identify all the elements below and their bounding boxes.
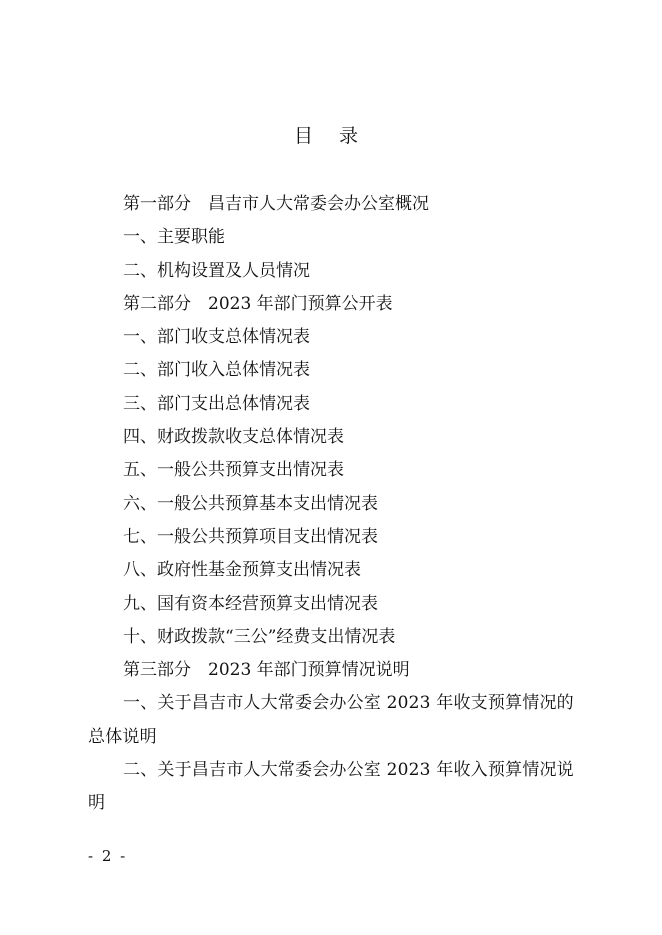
toc-entry: 一、部门收支总体情况表 xyxy=(123,327,310,348)
toc-entry-part-3: 第三部分 2023 年部门预算情况说明 xyxy=(123,660,410,681)
toc-entry: 二、机构设置及人员情况 xyxy=(123,260,310,281)
toc-entry-part-2: 第二部分 2023 年部门预算公开表 xyxy=(123,293,393,314)
toc-entry: 九、国有资本经营预算支出情况表 xyxy=(123,593,378,614)
toc-entry: 四、财政拨款收支总体情况表 xyxy=(123,427,344,448)
toc-entry: 七、一般公共预算项目支出情况表 xyxy=(123,526,378,547)
toc-entry: 六、一般公共预算基本支出情况表 xyxy=(123,493,378,514)
table-of-contents xyxy=(88,188,588,821)
toc-entry: 五、一般公共预算支出情况表 xyxy=(123,460,344,481)
toc-entry: 八、政府性基金预算支出情况表 xyxy=(123,560,361,581)
page-number: - 2 - xyxy=(88,847,128,865)
toc-entry: 二、部门收入总体情况表 xyxy=(123,360,310,381)
toc-entry: 一、关于昌吉市人大常委会办公室 2023 年收支预算情况的总体说明 xyxy=(88,693,574,747)
toc-entry-part-1: 第一部分 昌吉市人大常委会办公室概况 xyxy=(123,194,429,214)
toc-title: 目 录 xyxy=(293,125,369,147)
toc-entry: 一、主要职能 xyxy=(123,227,225,248)
toc-entry: 二、关于昌吉市人大常委会办公室 2023 年收入预算情况说明 xyxy=(88,760,574,814)
toc-entry: 三、部门支出总体情况表 xyxy=(123,393,310,414)
toc-entry: 十、财政拨款“三公”经费支出情况表 xyxy=(123,626,396,647)
